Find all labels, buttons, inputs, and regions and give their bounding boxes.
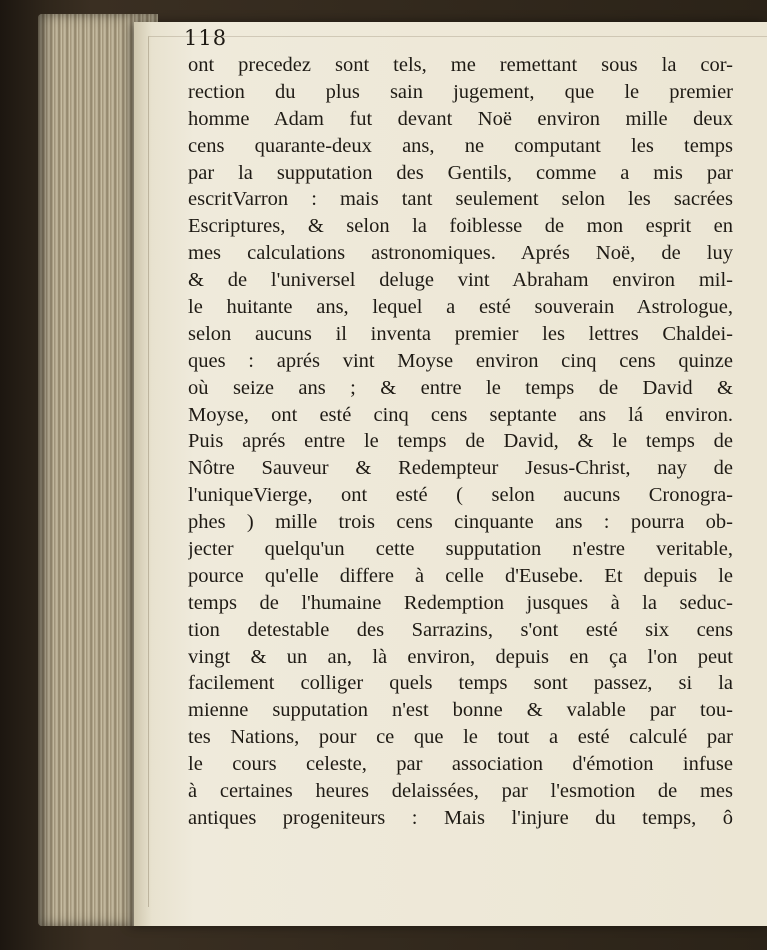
text-line: par la supputation des Gentils, comme a mis par: [188, 161, 733, 184]
text-line: le huitante ans, lequel a esté souverain Astrologue,: [188, 296, 733, 319]
text-line: cens quarante-deux ans, ne computant les temps: [188, 134, 733, 157]
text-line: tes Nations, pour ce que le tout a esté calculé par: [188, 726, 733, 749]
page-number: 118: [184, 26, 228, 50]
text-line: temps de l'humaine Redemption jusques à la seduc-: [188, 591, 733, 614]
text-line: mes calculations astronomiques. Aprés Noë, de luy: [188, 242, 733, 265]
text-line: pource qu'elle differe à celle d'Eusebe. Et depuis le: [188, 564, 733, 587]
text-line: Escriptures, & selon la foiblesse de mon esprit en: [188, 215, 733, 238]
text-line: Puis aprés entre le temps de David, & le temps de: [188, 430, 733, 453]
text-line: Nôtre Sauveur & Redempteur Jesus-Christ, nay de: [188, 457, 733, 480]
text-line: à certaines heures delaissées, par l'esmotion de mes: [188, 780, 733, 803]
text-line: selon aucuns il inventa premier les lettres Chaldei-: [188, 322, 733, 345]
text-line: escritVarron : mais tant seulement selon les sacrées: [188, 188, 733, 211]
text-line: où seize ans ; & entre le temps de David &: [188, 376, 733, 399]
text-line: tion detestable des Sarrazins, s'ont esté six cens: [188, 618, 733, 641]
text-line: ont precedez sont tels, me remettant sous la cor-: [188, 54, 733, 76]
text-line: jecter quelqu'un cette supputation n'estre veritable,: [188, 538, 733, 561]
text-line: l'uniqueVierge, ont esté ( selon aucuns Cronogra-: [188, 484, 733, 507]
text-line: phes ) mille trois cens cinquante ans : pourra ob-: [188, 511, 733, 534]
text-line: & de l'universel deluge vint Abraham environ mil-: [188, 269, 733, 292]
text-line: mienne supputation n'est bonne & valable par tou-: [188, 699, 733, 722]
text-line: ques : aprés vint Moyse environ cinq cens quinze: [188, 349, 733, 372]
text-line: rection du plus sain jugement, que le premier: [188, 80, 733, 103]
text-line: le cours celeste, par association d'émotion infuse: [188, 753, 733, 776]
text-line: facilement colliger quels temps sont passez, si la: [188, 672, 733, 695]
text-line: homme Adam fut devant Noë environ mille deux: [188, 107, 733, 130]
text-line: antiques progeniteurs : Mais l'injure du temps, ô: [188, 806, 733, 829]
text-line: Moyse, ont esté cinq cens septante ans lá environ.: [188, 403, 733, 426]
text-line: vingt & un an, là environ, depuis en ça l'on peut: [188, 645, 733, 668]
page-text: [188, 52, 733, 832]
